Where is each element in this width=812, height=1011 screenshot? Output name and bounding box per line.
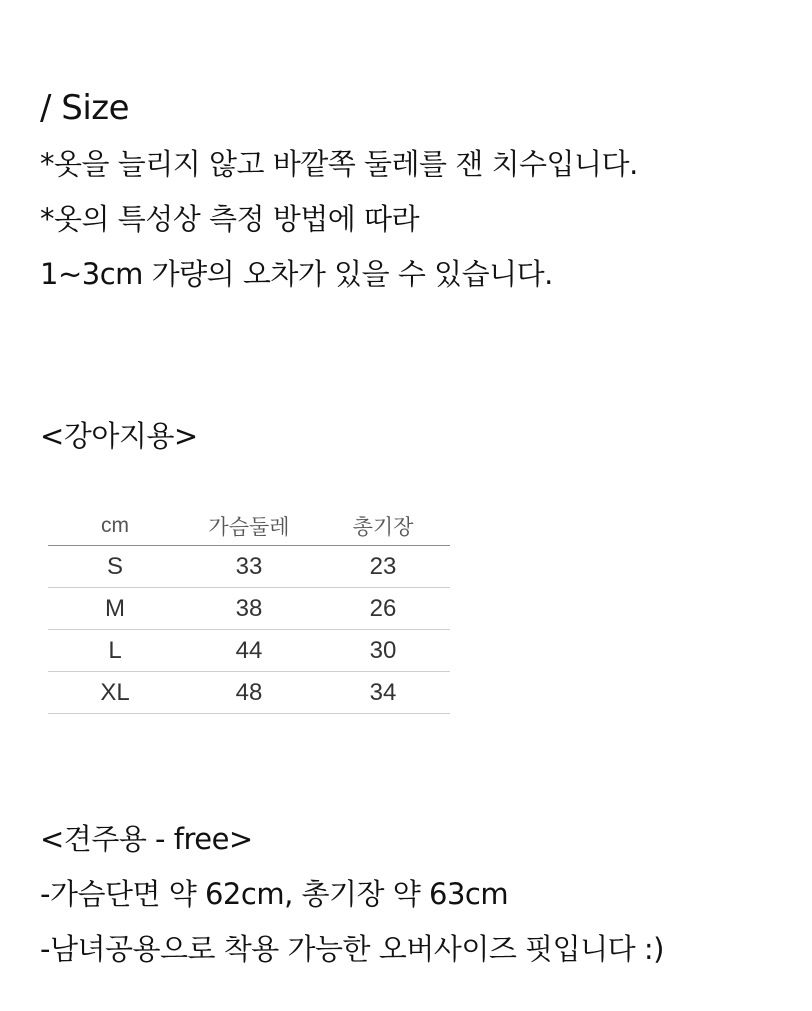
table-row: [48, 546, 450, 588]
column-header-chest: 가슴둘레: [182, 507, 316, 546]
dog-size-heading: <강아지용>: [40, 419, 198, 453]
measurement-note: *옷의 특성상 측정 방법에 따라: [40, 202, 420, 236]
chest-cell: 44: [182, 630, 316, 672]
table-row: [48, 672, 450, 714]
chest-cell: 33: [182, 546, 316, 588]
table-row: [48, 630, 450, 672]
length-cell: 34: [316, 672, 450, 714]
length-cell: 30: [316, 630, 450, 672]
size-cell: L: [48, 630, 182, 672]
length-cell: 23: [316, 546, 450, 588]
owner-size-heading: <견주용 - free>: [40, 822, 253, 856]
table-row: [48, 588, 450, 630]
table-header-row: [48, 507, 450, 546]
dog-size-table: [48, 507, 450, 714]
size-title: / Size: [40, 88, 130, 128]
size-cell: M: [48, 588, 182, 630]
chest-cell: 38: [182, 588, 316, 630]
owner-size-detail: -가슴단면 약 62cm, 총기장 약 63cm: [40, 877, 509, 911]
measurement-note: *옷을 늘리지 않고 바깥쪽 둘레를 잰 치수입니다.: [40, 147, 638, 181]
owner-size-detail: -남녀공용으로 착용 가능한 오버사이즈 핏입니다 :): [40, 932, 664, 966]
column-header-length: 총기장: [316, 507, 450, 546]
chest-cell: 48: [182, 672, 316, 714]
length-cell: 26: [316, 588, 450, 630]
size-cell: XL: [48, 672, 182, 714]
size-cell: S: [48, 546, 182, 588]
column-header-unit: cm: [48, 507, 182, 546]
measurement-note: 1~3cm 가량의 오차가 있을 수 있습니다.: [40, 257, 553, 291]
